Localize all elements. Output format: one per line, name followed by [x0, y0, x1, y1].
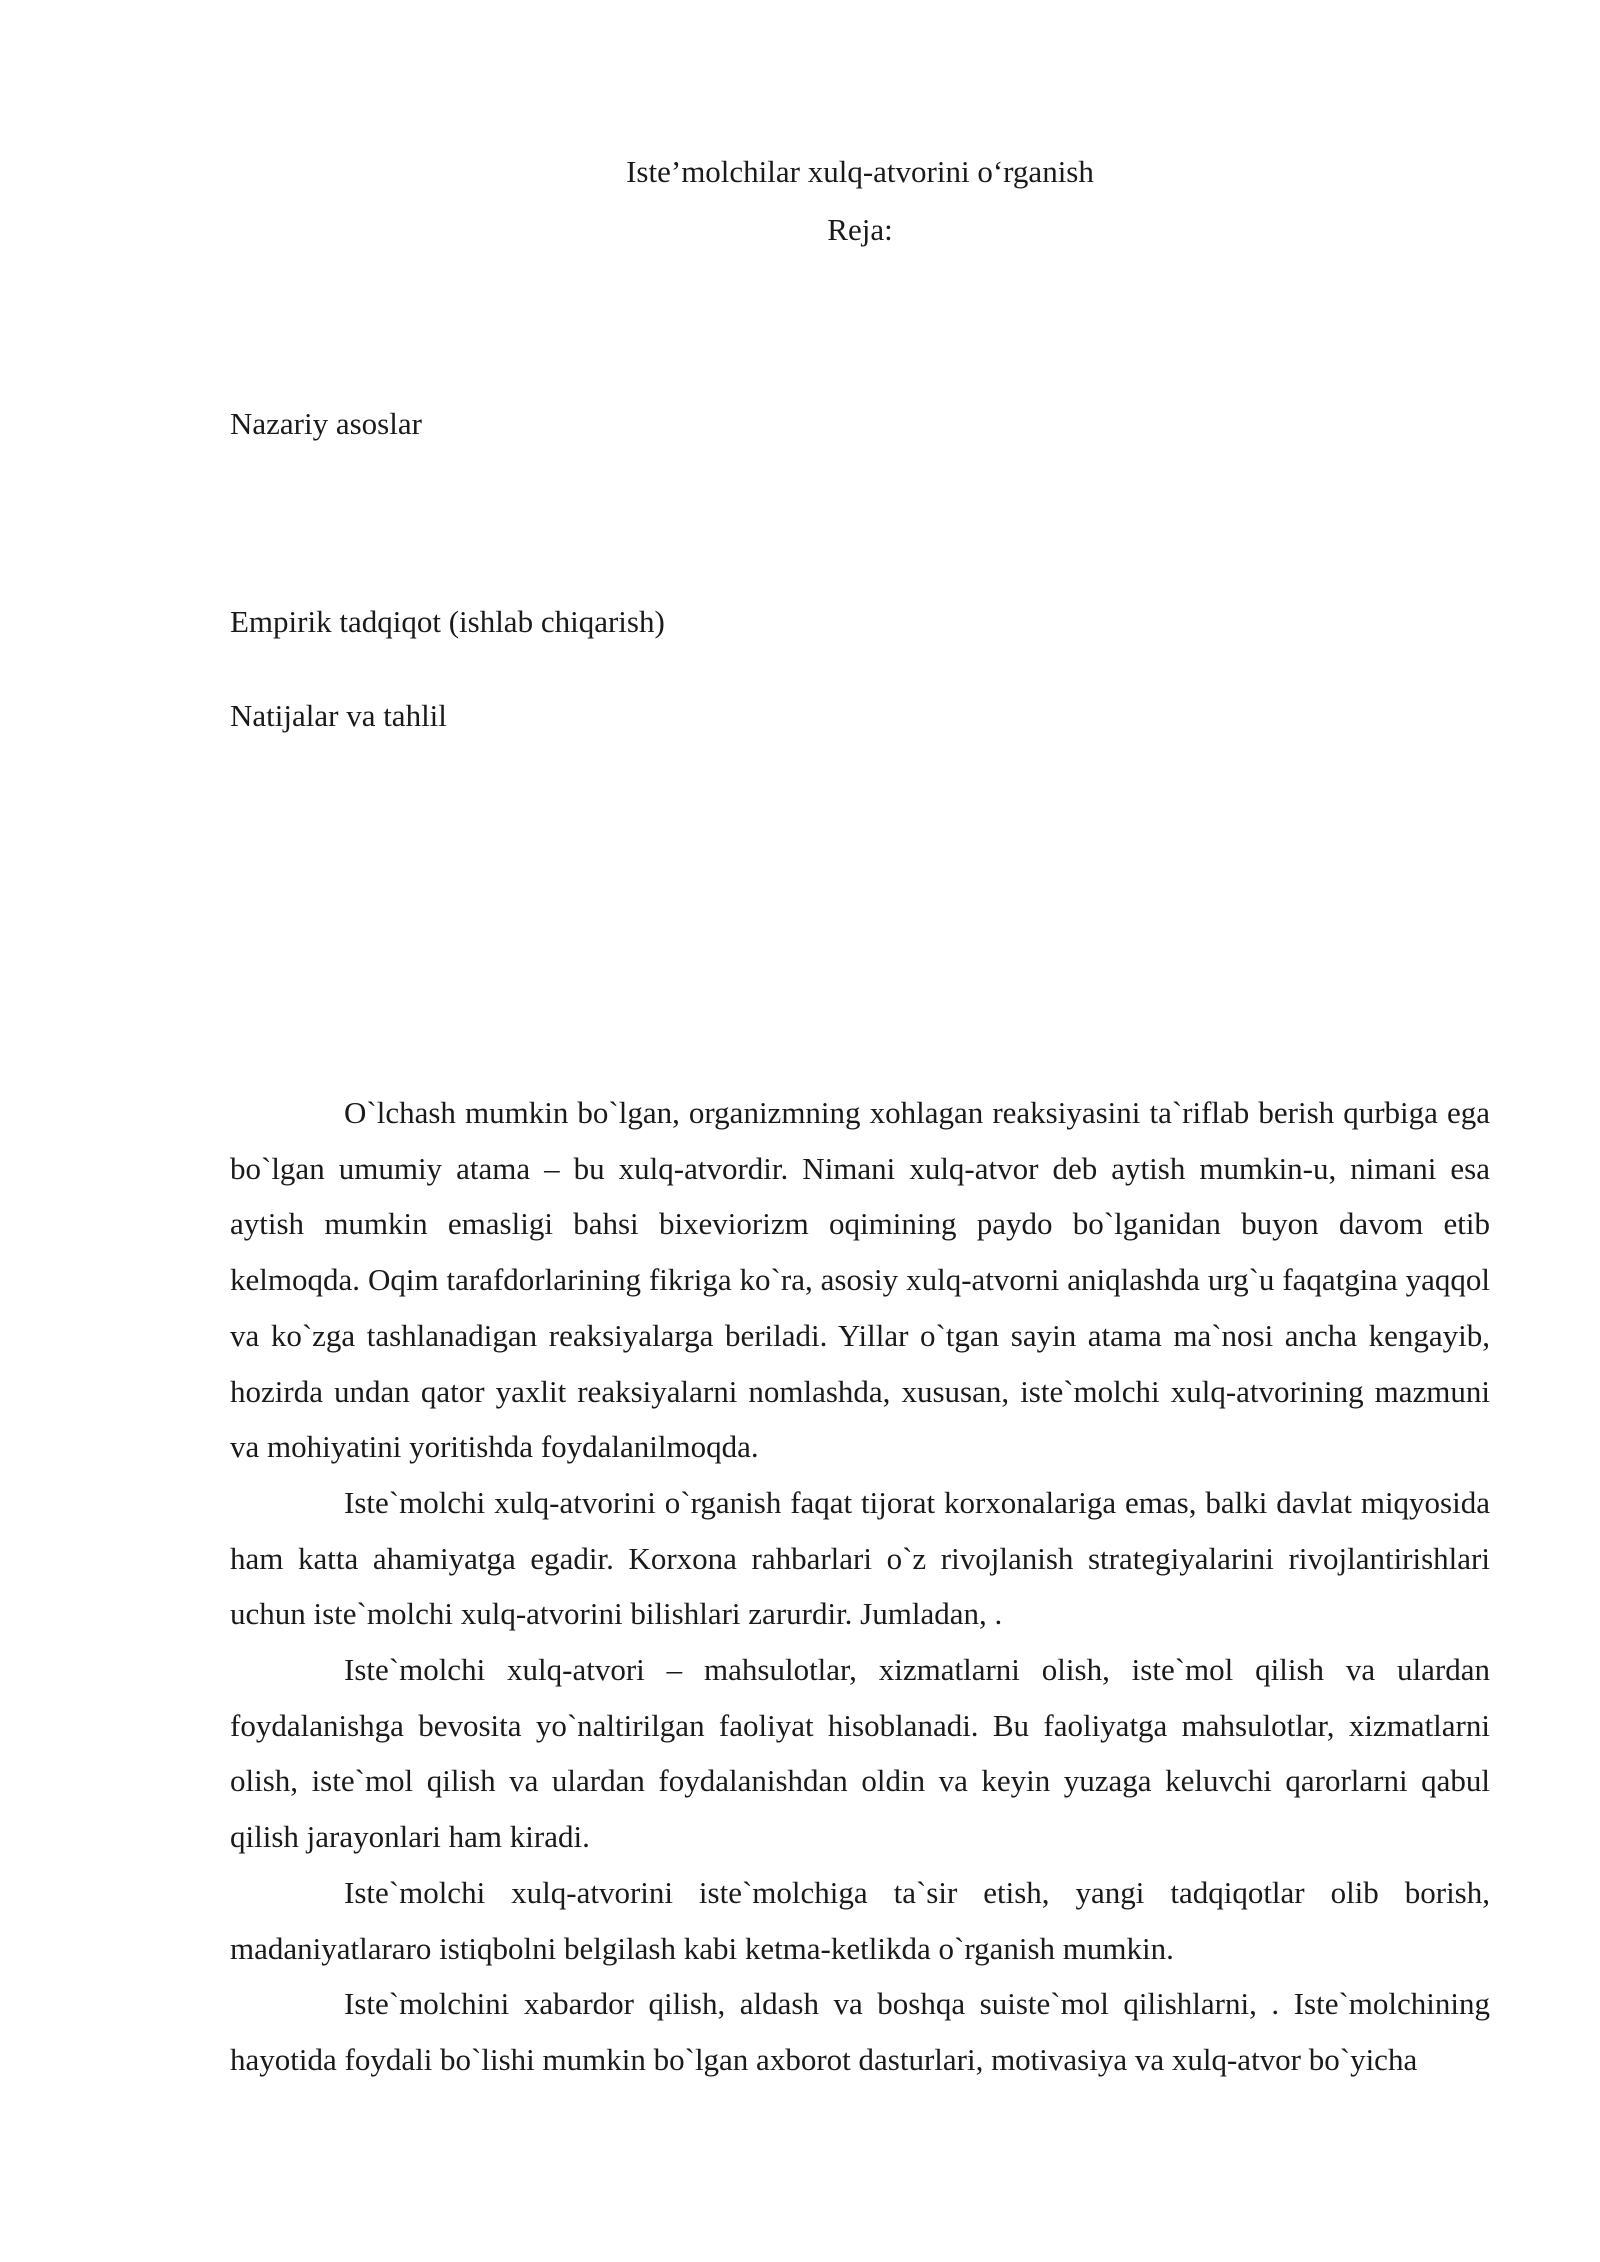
paragraph: Iste`molchi xulq-atvorini iste`molchiga ta`sir etish, yangi tadqiqotlar olib borish, madaniyatlararo istiqbolni belgilash kabi ketma-ketlikda o`rganish mumkin. — [230, 1874, 1490, 1966]
plan-item-theory: Nazariy asoslar — [230, 406, 422, 441]
plan-heading: Reja: — [827, 212, 893, 247]
plan-item-empirical: Empirik tadqiqot (ishlab chiqarish) — [230, 604, 665, 639]
paragraph: O`lchash mumkin bo`lgan, organizmning xohlagan reaksiyasini ta`riflab berish qurbiga ega bo`lgan umumiy atama – bu xulq-atvordir. Nimani xulq-atvor deb aytish mumkin-u, nimani esa aytish mumkin emasligi bahsi bixeviorizm oqimining paydo bo`lganidan buyon davom etib kelmoqda. Oqim tarafdorlarining fikriga ko`ra, asosiy xulq-atvorni aniqlashda urg`u faqatgina yaqqol va ko`zga tashlanadigan reaksiyalarga beriladi. Yillar o`tgan sayin atama ma`nosi ancha kengayib, hozirda undan qator yaxlit reaksiyalarni nomlashda, xususan, iste`molchi xulq-atvorining mazmuni va mohiyatini yoritishda foydalanilmoqda. — [230, 1095, 1490, 1465]
paragraph: Iste`molchini xabardor qilish, aldash va boshqa suiste`mol qilishlarni, . Iste`molchining hayotida foydali bo`lishi mumkin bo`lgan axborot dasturlari, motivasiya va xulq-atvor bo`yicha — [230, 1986, 1490, 2077]
body-text — [230, 1085, 1490, 2088]
document-title: Iste’molchilar xulq-atvorini o‘rganish — [626, 154, 1094, 189]
paragraph: Iste`molchi xulq-atvori – mahsulotlar, xizmatlarni olish, iste`mol qilish va ulardan foydalanishga bevosita yo`naltirilgan faoliyat hisoblanadi. Bu faoliyatga mahsulotlar, xizmatlarni olish, iste`mol qilish va ulardan foydalanishdan oldin va keyin yuzaga keluvchi qarorlarni qabul qilish jarayonlari ham kiradi. — [230, 1652, 1490, 1855]
plan-item-results: Natijalar va tahlil — [230, 698, 447, 733]
paragraph: Iste`molchi xulq-atvorini o`rganish faqat tijorat korxonalariga emas, balki davlat miqyosida ham katta ahamiyatga egadir. Korxona rahbarlari o`z rivojlanish strategiyalarini rivojlantirishlari uchun iste`molchi xulq-atvorini bilishlari zarurdir. Jumladan, . — [230, 1484, 1490, 1632]
